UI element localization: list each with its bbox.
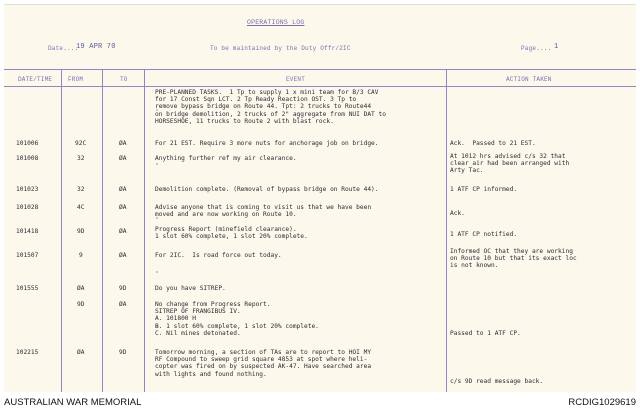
log-entry-from: 9D (77, 301, 85, 308)
log-entry-from: 9 (79, 252, 83, 259)
date-value: 19 APR 70 (76, 43, 116, 51)
log-sheet (4, 4, 636, 393)
log-entry-from: ØA (77, 349, 85, 356)
column-header-action: ACTION TAKEN (506, 76, 552, 83)
archive-footer (0, 392, 640, 410)
date-label: Date.... (48, 45, 79, 52)
log-entry-time: 101507 (16, 252, 39, 259)
log-entry-event: Do you have SITREP. (155, 285, 226, 292)
log-entry-to: ØA (119, 204, 127, 211)
log-entry-to: ØA (119, 140, 127, 147)
log-entry-action: Informed OC that they are working on Route 10 but that its exact loc is not known. (450, 248, 577, 270)
punch-hole (156, 271, 158, 273)
archive-credit: AUSTRALIAN WAR MEMORIAL (4, 397, 142, 408)
log-entry-to: ØA (119, 252, 127, 259)
log-entry-from: 32 (77, 186, 85, 193)
log-entry-action: 1 ATF CP notified. (450, 231, 518, 238)
page-title: OPERATIONS LOG (247, 19, 305, 26)
log-entry-time: 101555 (16, 285, 39, 292)
column-header-event: EVENT (286, 76, 306, 83)
punch-hole (156, 163, 158, 165)
column-divider (144, 69, 145, 393)
page-number-value: 1 (554, 43, 559, 51)
log-entry-time: 101006 (16, 140, 39, 147)
log-entry-time: 101028 (16, 204, 39, 211)
log-entry-event: Advise anyone that is coming to visit us that we have been moved and are now working on Route 10. (155, 204, 372, 219)
page-number-label: Page.... (521, 45, 552, 52)
log-entry-time: 101418 (16, 228, 39, 235)
log-entry-action: Passed to 1 ATF CP. (450, 329, 521, 337)
log-entry-from: 92C (75, 140, 87, 147)
header-rule-bottom (4, 86, 636, 87)
log-entry-event: PRE-PLANNED TASKS. 1 Tp to supply 1 x mini team for B/3 CAV for 17 Const Sqn LCT. 2 Tp Ready Reaction OST. 3 Tp to remove bypass bridge on Route 44. Tpt: 2 trucks to Route44 on bridge demolition, 2 trucks of 2" aggregate from NUI DAT to HORSESHOE, 11 trucks to Route 2 with blast rock. (155, 89, 386, 125)
log-entry-from: 9D (77, 228, 85, 235)
column-divider (61, 69, 62, 393)
log-entry-time: 101023 (16, 186, 39, 193)
header-rule-top (4, 69, 636, 70)
log-entry-time: 101008 (16, 155, 39, 162)
log-entry-to: ØA (119, 228, 127, 235)
log-entry-event: Tomorrow morning, a section of TAs are to report to HOI MY RF Compound to sweep grid square 4853 at spot where heli- copter was fired on by suspected AK-47. Have searched area with lights and found nothing. (155, 349, 372, 378)
page-subtitle: To be maintained by the Duty Offr/2IC (210, 45, 351, 52)
log-entry-event: Anything further ref my air clearance. (155, 155, 297, 162)
log-entry-to: ØA (119, 186, 127, 193)
log-entry-from: 4C (77, 204, 85, 211)
column-header-datetime: DATE/TIME (18, 76, 53, 83)
log-entry-action: At 1012 hrs advised c/s 32 that clear air had been arranged with Arty Tac. (450, 153, 570, 175)
log-entry-to: ØA (119, 301, 127, 308)
log-entry-action: Ack. (450, 210, 465, 217)
log-entry-to: 9D (119, 285, 127, 292)
archive-reference: RCDIG1029619 (568, 397, 636, 408)
column-divider (102, 69, 103, 393)
log-entry-from: ØA (77, 285, 85, 292)
log-entry-event: Demolition complete. (Removal of bypass bridge on Route 44). (155, 186, 379, 193)
log-entry-event: For 21 EST. Require 3 more nuts for anchorage job on bridge. (155, 140, 379, 147)
log-entry-event: For 2IC. Is road force out today. (155, 252, 282, 259)
log-entry-event: No change from Progress Report. SITREP OF FRANGIBUS IV. A. 101800 H B. 1 slot 60% complete, 1 slot 20% complete. C. Nil mines detonated. (155, 301, 319, 337)
log-entry-time: 102215 (16, 349, 39, 356)
log-entry-from: 32 (77, 155, 85, 162)
column-divider (446, 69, 447, 393)
column-header-to: TO (120, 76, 128, 83)
log-entry-action: Ack. Passed to 21 EST. (450, 140, 536, 147)
log-entry-to: ØA (119, 155, 127, 162)
log-entry-to: 9D (119, 349, 127, 356)
log-entry-event: Progress Report (minefield clearance). 1 slot 60% complete, 1 slot 20% complete. (155, 226, 308, 241)
log-entry-action: c/s 9D read message back. (450, 377, 544, 385)
column-header-from: FROM (68, 76, 84, 83)
log-entry-action: 1 ATF CP informed. (450, 186, 518, 193)
